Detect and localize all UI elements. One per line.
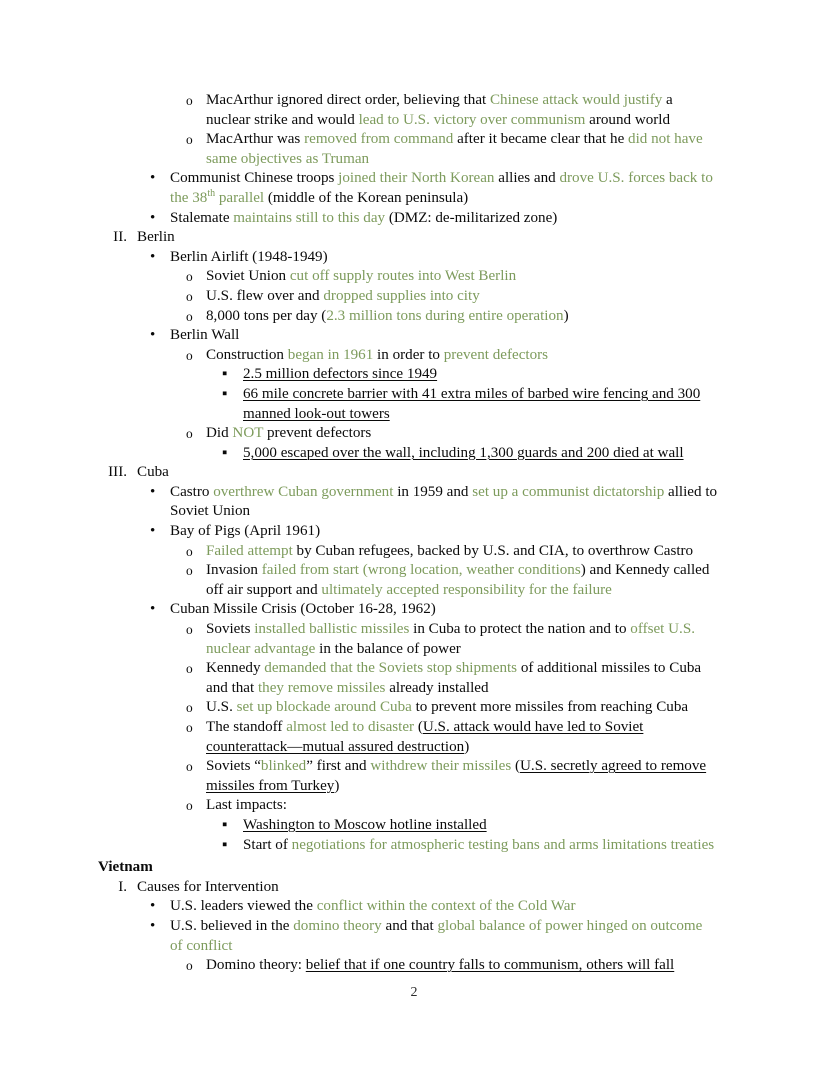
highlight-green-text: domino theory: [293, 917, 382, 934]
outline-item-soviets-installed-missiles: [98, 620, 718, 659]
outline-item-domino-theory-definition: [98, 956, 718, 976]
highlight-green-text: joined their North Korean: [338, 170, 495, 187]
outline-item-text: [206, 660, 701, 696]
underlined-text: Washington to Moscow hotline installed: [243, 816, 487, 833]
plain-text: The standoff: [206, 719, 287, 735]
outline-item-text: [206, 797, 287, 813]
hollow-circle-marker-icon: o: [186, 958, 193, 974]
hollow-circle-marker-icon: o: [186, 426, 193, 442]
outline-item-text: [206, 268, 516, 284]
outline-item-text: [206, 957, 674, 973]
outline-item-text: [170, 523, 320, 539]
outline-item-text: [206, 543, 693, 559]
square-marker-icon: ▪: [222, 366, 228, 383]
hollow-circle-marker-icon: o: [186, 661, 193, 677]
highlight-green-text: installed ballistic missiles: [254, 621, 410, 638]
outline-item-text: [137, 464, 169, 480]
highlight-green-text: 2.3 million tons during entire operation: [326, 307, 564, 324]
highlight-green-text: dropped supplies into city: [323, 287, 480, 304]
hollow-circle-marker-icon: o: [186, 308, 193, 324]
outline-item-communist-chinese-troops: [98, 169, 718, 208]
highlight-green-text: set up blockade around Cuba: [236, 699, 412, 716]
square-marker-icon: ▪: [222, 816, 228, 833]
plain-text: (DMZ: de-militarized zone): [385, 209, 558, 226]
hollow-circle-marker-icon: o: [186, 347, 193, 363]
outline-item-concrete-barrier: [98, 385, 718, 424]
plain-text: Kennedy: [206, 660, 265, 677]
square-marker-icon: ▪: [222, 444, 228, 461]
outline-item-text: [243, 386, 700, 422]
underlined-text: U.S. secretly agreed to remove missiles from Turkey: [206, 758, 707, 794]
plain-text: after it became clear that he: [453, 131, 629, 148]
hollow-circle-marker-icon: o: [186, 759, 193, 775]
plain-text: Vietnam: [98, 859, 153, 876]
highlight-green-text: Failed attempt: [206, 542, 293, 559]
highlight-green-text: Chinese attack would justify: [489, 92, 663, 108]
outline-item-berlin-wall: [98, 326, 718, 346]
outline-item-text: [98, 859, 153, 875]
highlight-green-text: drove U.S. forces back to the 38: [170, 170, 713, 206]
plain-text: allies and: [494, 170, 560, 187]
outline-body: [98, 91, 718, 976]
plain-text: in Cuba to protect the nation and to: [409, 621, 631, 638]
outline-item-cuban-missile-crisis: [98, 600, 718, 620]
plain-text: (middle of the Korean peninsula): [264, 189, 469, 206]
plain-text: a nuclear strike and would: [206, 92, 673, 128]
outline-item-causes-for-intervention: [98, 878, 718, 898]
plain-text: (: [414, 719, 423, 735]
hollow-circle-marker-icon: o: [186, 700, 193, 716]
outline-item-text: [206, 308, 569, 324]
plain-text: MacArthur ignored direct order, believing that: [206, 92, 490, 108]
highlight-green-text: almost led to disaster: [286, 719, 415, 735]
outline-item-negotiations-treaties: [98, 836, 718, 856]
plain-text: Last impacts:: [206, 797, 287, 814]
outline-item-text: [170, 170, 713, 206]
highlight-green-text: demanded that the Soviets stop shipments: [264, 660, 518, 677]
hollow-circle-marker-icon: o: [186, 798, 193, 814]
highlight-green-text: removed from command: [304, 131, 454, 148]
plain-text: in the balance of power: [315, 640, 461, 657]
plain-text: of additional missiles to Cuba and that: [206, 660, 702, 696]
outline-item-text: [206, 699, 688, 715]
outline-item-text: [206, 288, 480, 304]
plain-text: ” first and: [306, 758, 371, 775]
outline-item-standoff-disaster: [98, 718, 718, 757]
plain-text: by Cuban refugees, backed by U.S. and CIA, to overthrow Castro: [292, 542, 694, 559]
hollow-circle-marker-icon: o: [186, 132, 193, 148]
hollow-circle-marker-icon: o: [186, 288, 193, 304]
outline-item-text: [206, 347, 548, 363]
outline-item-text: [206, 562, 709, 598]
plain-text: Domino theory:: [206, 957, 306, 974]
underlined-text: belief that if one country falls to communism, others will fall: [305, 957, 675, 974]
plain-text: Berlin Airlift (1948-1949): [170, 248, 328, 265]
highlight-green-text: parallel: [215, 189, 265, 206]
plain-text: 8,000 tons per day (: [206, 307, 327, 324]
outline-item-text: [170, 601, 436, 617]
plain-text: Start of: [243, 836, 292, 853]
underlined-text: 5,000 escaped over the wall, including 1,300 guards and 200 died at wall: [243, 444, 684, 461]
outline-item-berlin-airlift: [98, 248, 718, 268]
outline-item-text: [170, 327, 239, 343]
underlined-text: 2.5 million defectors since 1949: [243, 366, 438, 383]
hollow-circle-marker-icon: o: [186, 93, 193, 108]
roman-numeral-marker: II.: [113, 229, 127, 246]
plain-text: Castro: [170, 483, 214, 500]
outline-item-us-dropped-supplies: [98, 287, 718, 307]
outline-item-text: [206, 131, 703, 167]
plain-text: Bay of Pigs (April 1961): [170, 523, 321, 540]
plain-text: already installed: [385, 679, 489, 696]
outline-item-text: [243, 366, 437, 382]
plain-text: Soviets “: [206, 758, 261, 775]
plain-text: ): [464, 738, 470, 755]
plain-text: U.S.: [206, 699, 237, 716]
bullet-marker-icon: •: [150, 327, 156, 344]
outline-item-text: [170, 918, 702, 954]
outline-item-did-not-prevent-defectors: [98, 424, 718, 444]
plain-text: Cuban Missile Crisis (October 16-28, 1962): [170, 601, 436, 618]
outline-item-wall-construction: [98, 346, 718, 366]
outline-item-text: [137, 879, 279, 895]
highlight-green-text: maintains still to this day: [233, 209, 386, 226]
plain-text: U.S. leaders viewed the: [170, 898, 317, 915]
highlight-green-text: failed from start (wrong location, weather conditions: [261, 562, 581, 579]
page-number: 2: [410, 985, 418, 1000]
bullet-marker-icon: •: [150, 917, 156, 934]
plain-text: U.S. flew over and: [206, 287, 324, 304]
plain-text: around world: [585, 111, 671, 128]
outline-item-domino-theory-belief: [98, 917, 718, 956]
highlight-green-text: cut off supply routes into West Berlin: [289, 268, 517, 285]
plain-text: ) and Kennedy called off air support and: [206, 562, 710, 598]
outline-item-tons-per-day: [98, 307, 718, 327]
plain-text: Cuba: [137, 464, 169, 481]
plain-text: Did: [206, 425, 233, 442]
plain-text: Berlin: [137, 229, 175, 246]
hollow-circle-marker-icon: o: [186, 622, 193, 638]
plain-text: allied to Soviet Union: [170, 483, 718, 520]
superscript-ordinal: th: [207, 187, 216, 199]
outline-item-escaped-over-wall: [98, 444, 718, 464]
outline-item-text: [243, 817, 487, 833]
hollow-circle-marker-icon: o: [186, 269, 193, 285]
outline-item-soviets-blinked: [98, 757, 718, 796]
outline-item-bay-of-pigs: [98, 522, 718, 542]
plain-text: Stalemate: [170, 209, 234, 226]
outline-item-text: [243, 837, 714, 853]
bullet-marker-icon: •: [150, 898, 156, 915]
underlined-text: U.S. attack would have led to Soviet counterattack—mutual assured destruction: [206, 719, 644, 755]
highlight-green-text: lead to U.S. victory over communism: [358, 111, 586, 128]
outline-item-stalemate-dmz: [98, 209, 718, 229]
highlight-green-text: conflict within the context of the Cold War: [316, 898, 576, 915]
outline-item-text: [243, 445, 684, 461]
highlight-green-text: withdrew their missiles: [370, 758, 512, 775]
outline-item-us-leaders-viewed: [98, 897, 718, 917]
outline-item-section-vietnam: [98, 858, 718, 878]
square-marker-icon: ▪: [222, 385, 228, 402]
plain-text: ): [334, 777, 340, 794]
roman-numeral-marker: I.: [118, 878, 127, 895]
highlight-green-text: ultimately accepted responsibility for the failure: [321, 581, 612, 598]
plain-text: Construction: [206, 346, 288, 363]
bullet-marker-icon: •: [150, 248, 156, 265]
outline-item-text: [170, 249, 328, 265]
hollow-circle-marker-icon: o: [186, 563, 193, 579]
underlined-text: 66 mile concrete barrier with 41 extra miles of barbed wire fencing and 300 manned look-out towers: [243, 385, 701, 422]
bullet-marker-icon: •: [150, 601, 156, 618]
highlight-green-text: prevent defectors: [443, 346, 549, 363]
outline-item-castro-overthrew: [98, 483, 718, 522]
bullet-marker-icon: •: [150, 523, 156, 540]
square-marker-icon: ▪: [222, 836, 228, 853]
outline-item-text: [206, 621, 695, 657]
outline-item-text: [170, 484, 717, 520]
highlight-green-text: global balance of power hinged on outcome of conflict: [170, 917, 703, 954]
plain-text: (: [511, 758, 521, 775]
highlight-green-text: began in 1961: [287, 346, 374, 363]
bullet-marker-icon: •: [150, 483, 156, 500]
bullet-marker-icon: •: [150, 209, 156, 226]
plain-text: Soviet Union: [206, 268, 290, 285]
outline-item-last-impacts: [98, 796, 718, 816]
highlight-green-text: did not have same objectives as Truman: [206, 131, 703, 167]
outline-item-section-cuba: [98, 463, 718, 483]
plain-text: Berlin Wall: [170, 327, 240, 344]
plain-text: in order to: [373, 346, 444, 363]
plain-text: prevent defectors: [263, 425, 372, 442]
bullet-marker-icon: •: [150, 170, 156, 187]
highlight-green-text: negotiations for atmospheric testing bans and arms limitations treaties: [291, 836, 715, 853]
outline-item-text: [206, 758, 706, 794]
hollow-circle-marker-icon: o: [186, 543, 193, 559]
plain-text: in 1959 and: [393, 483, 473, 500]
plain-text: ): [563, 307, 569, 324]
outline-item-text: [170, 210, 557, 226]
plain-text: MacArthur was: [206, 131, 305, 148]
outline-item-soviet-cut-supply-routes: [98, 267, 718, 287]
outline-item-section-berlin: [98, 228, 718, 248]
highlight-green-text: set up a communist dictatorship: [472, 483, 665, 500]
outline-item-macarthur-ignored-order: [98, 91, 718, 130]
outline-item-text: [206, 92, 673, 128]
outline-item-text: [206, 719, 643, 755]
highlight-green-text: blinked: [260, 758, 307, 775]
outline-item-invasion-failed: [98, 561, 718, 600]
roman-numeral-marker: III.: [108, 464, 127, 481]
plain-text: Communist Chinese troops: [170, 170, 339, 187]
outline-item-moscow-hotline: [98, 816, 718, 836]
outline-item-us-blockade: [98, 698, 718, 718]
highlight-green-text: NOT: [232, 425, 264, 442]
outline-item-failed-attempt: [98, 542, 718, 562]
plain-text: and that: [381, 917, 438, 934]
plain-text: Soviets: [206, 621, 255, 638]
highlight-green-text: offset U.S. nuclear advantage: [206, 621, 695, 657]
plain-text: Causes for Intervention: [137, 878, 279, 895]
outline-item-text: [137, 229, 175, 245]
hollow-circle-marker-icon: o: [186, 720, 193, 735]
outline-item-text: [206, 425, 371, 441]
plain-text: to prevent more missiles from reaching Cuba: [411, 699, 689, 716]
outline-item-text: [170, 898, 576, 914]
highlight-green-text: they remove missiles: [257, 679, 386, 696]
outline-item-defectors-since-1949: [98, 365, 718, 385]
plain-text: Invasion: [206, 562, 262, 579]
highlight-green-text: overthrew Cuban government: [213, 483, 394, 500]
outline-item-kennedy-demanded: [98, 659, 718, 698]
outline-item-macarthur-removed: [98, 130, 718, 169]
plain-text: U.S. believed in the: [170, 917, 294, 934]
